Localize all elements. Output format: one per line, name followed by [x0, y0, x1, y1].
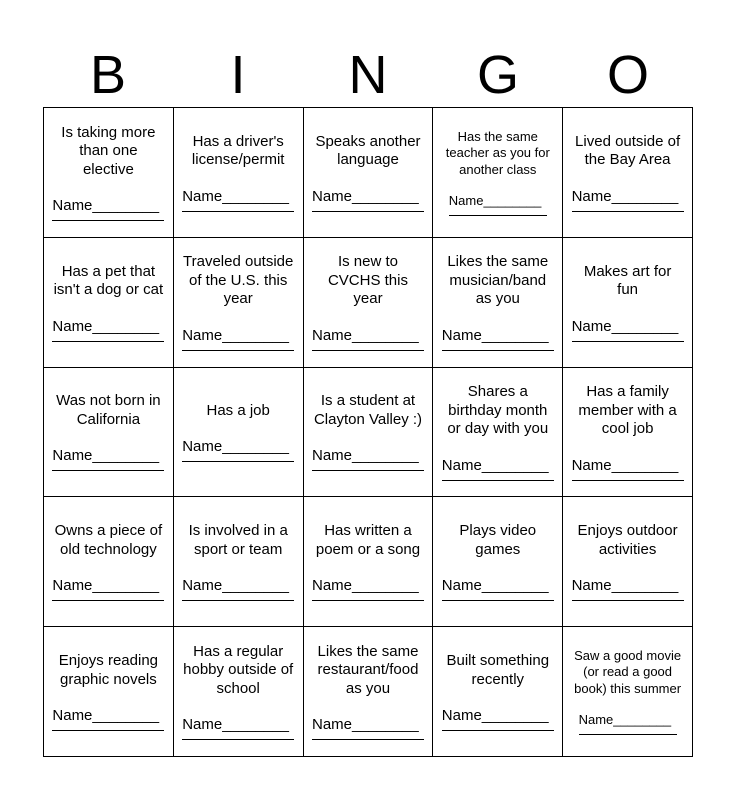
cell-prompt: Has written a poem or a song	[315, 522, 421, 558]
cell-prompt: Has a job	[206, 401, 270, 419]
header-letter-o: O	[606, 45, 649, 105]
bingo-cell[interactable]	[304, 368, 434, 498]
signature-blank-line[interactable]	[52, 470, 164, 471]
bingo-cell[interactable]	[174, 368, 304, 498]
cell-prompt: Enjoys reading graphic novels	[58, 652, 159, 688]
bingo-cell[interactable]	[304, 238, 434, 368]
header-letter-b: B	[89, 45, 127, 105]
cell-prompt: Has a pet that isn't a dog or cat	[53, 262, 164, 299]
bingo-cell[interactable]	[563, 497, 693, 627]
name-label: Name________	[182, 577, 289, 595]
cell-prompt: Built something recently	[446, 652, 550, 688]
cell-prompt: Enjoys outdoor activities	[577, 522, 678, 558]
cell-prompt: Has the same teacher as you for another class	[445, 128, 550, 177]
cell-prompt: Saw a good movie (or read a good book) this summer	[574, 647, 682, 696]
bingo-grid	[43, 107, 693, 757]
cell-prompt: Is involved in a sport or team	[188, 522, 288, 558]
name-label: Name________	[52, 197, 160, 215]
signature-blank-line[interactable]	[182, 739, 294, 740]
bingo-cell[interactable]	[174, 497, 304, 627]
name-label: Name________	[578, 712, 672, 728]
cell-prompt: Has a regular hobby outside of school	[183, 642, 294, 697]
bingo-cell[interactable]	[433, 368, 563, 498]
signature-blank-line[interactable]	[52, 600, 164, 601]
bingo-cell[interactable]	[44, 497, 174, 627]
bingo-cell[interactable]	[433, 497, 563, 627]
bingo-header	[43, 44, 693, 106]
signature-blank-line[interactable]	[572, 341, 684, 342]
name-label: Name________	[52, 707, 160, 725]
header-letter-n: N	[348, 45, 388, 105]
signature-blank-line[interactable]	[572, 600, 684, 601]
header-letter-i: I	[230, 45, 246, 105]
bingo-cell[interactable]	[433, 108, 563, 238]
signature-blank-line[interactable]	[52, 730, 164, 731]
cell-prompt: Is a student at Clayton Valley :)	[313, 392, 423, 428]
name-label: Name________	[182, 326, 289, 344]
bingo-cell[interactable]	[433, 238, 563, 368]
signature-blank-line[interactable]	[572, 211, 684, 212]
name-label: Name________	[52, 577, 160, 595]
signature-blank-line[interactable]	[442, 730, 554, 731]
bingo-cell[interactable]	[174, 627, 304, 757]
name-label: Name________	[571, 317, 679, 335]
cell-prompt: Is taking more than one elective	[61, 123, 156, 178]
name-label: Name________	[441, 707, 549, 725]
signature-blank-line[interactable]	[182, 211, 294, 212]
name-label: Name________	[182, 438, 289, 456]
cell-prompt: Was not born in California	[56, 392, 161, 428]
signature-blank-line[interactable]	[312, 600, 424, 601]
name-label: Name________	[441, 326, 549, 344]
signature-blank-line[interactable]	[182, 350, 294, 351]
cell-prompt: Owns a piece of old technology	[54, 522, 163, 558]
bingo-cell[interactable]	[563, 627, 693, 757]
cell-prompt: Speaks another language	[315, 132, 421, 169]
signature-blank-line[interactable]	[442, 350, 554, 351]
name-label: Name________	[311, 326, 419, 344]
cell-prompt: Lived outside of the Bay Area	[575, 132, 681, 169]
signature-blank-line[interactable]	[442, 480, 554, 481]
name-label: Name________	[571, 456, 679, 474]
bingo-cell[interactable]	[433, 627, 563, 757]
name-label: Name________	[441, 456, 549, 474]
bingo-cell[interactable]	[563, 368, 693, 498]
bingo-cell[interactable]	[563, 238, 693, 368]
bingo-cell[interactable]	[563, 108, 693, 238]
name-label: Name________	[311, 577, 419, 595]
name-label: Name________	[52, 317, 160, 335]
bingo-cell[interactable]	[174, 108, 304, 238]
signature-blank-line[interactable]	[572, 480, 684, 481]
cell-prompt: Shares a birthday month or day with you	[447, 383, 549, 438]
name-label: Name________	[52, 447, 160, 465]
cell-prompt: Has a driver's license/permit	[191, 132, 285, 169]
signature-blank-line[interactable]	[312, 739, 424, 740]
signature-blank-line[interactable]	[312, 211, 424, 212]
signature-blank-line[interactable]	[52, 220, 164, 221]
name-label: Name________	[571, 187, 679, 205]
signature-blank-line[interactable]	[52, 341, 164, 342]
bingo-cell[interactable]	[44, 238, 174, 368]
cell-prompt: Makes art for fun	[583, 262, 672, 299]
cell-prompt: Likes the same musician/band as you	[447, 253, 549, 308]
cell-prompt: Plays video games	[459, 522, 537, 558]
name-label: Name________	[448, 193, 542, 209]
name-label: Name________	[311, 187, 419, 205]
header-letter-g: G	[476, 45, 519, 105]
name-label: Name________	[182, 187, 289, 205]
bingo-cell[interactable]	[304, 108, 434, 238]
bingo-cell[interactable]	[304, 627, 434, 757]
name-label: Name________	[311, 716, 419, 734]
bingo-cell[interactable]	[174, 238, 304, 368]
cell-prompt: Likes the same restaurant/food as you	[317, 642, 419, 697]
bingo-cell[interactable]	[44, 108, 174, 238]
cell-prompt: Traveled outside of the U.S. this year	[183, 253, 294, 308]
signature-blank-line[interactable]	[442, 600, 554, 601]
signature-blank-line[interactable]	[579, 734, 677, 735]
signature-blank-line[interactable]	[182, 461, 294, 462]
signature-blank-line[interactable]	[449, 215, 547, 216]
cell-prompt: Is new to CVCHS this year	[327, 253, 408, 308]
signature-blank-line[interactable]	[312, 470, 424, 471]
bingo-cell[interactable]	[44, 627, 174, 757]
bingo-cell[interactable]	[44, 368, 174, 498]
name-label: Name________	[441, 577, 549, 595]
signature-blank-line[interactable]	[182, 600, 294, 601]
name-label: Name________	[182, 716, 289, 734]
bingo-cell[interactable]	[304, 497, 434, 627]
cell-prompt: Has a family member with a cool job	[578, 383, 677, 438]
name-label: Name________	[311, 447, 419, 465]
name-label: Name________	[571, 577, 679, 595]
signature-blank-line[interactable]	[312, 350, 424, 351]
